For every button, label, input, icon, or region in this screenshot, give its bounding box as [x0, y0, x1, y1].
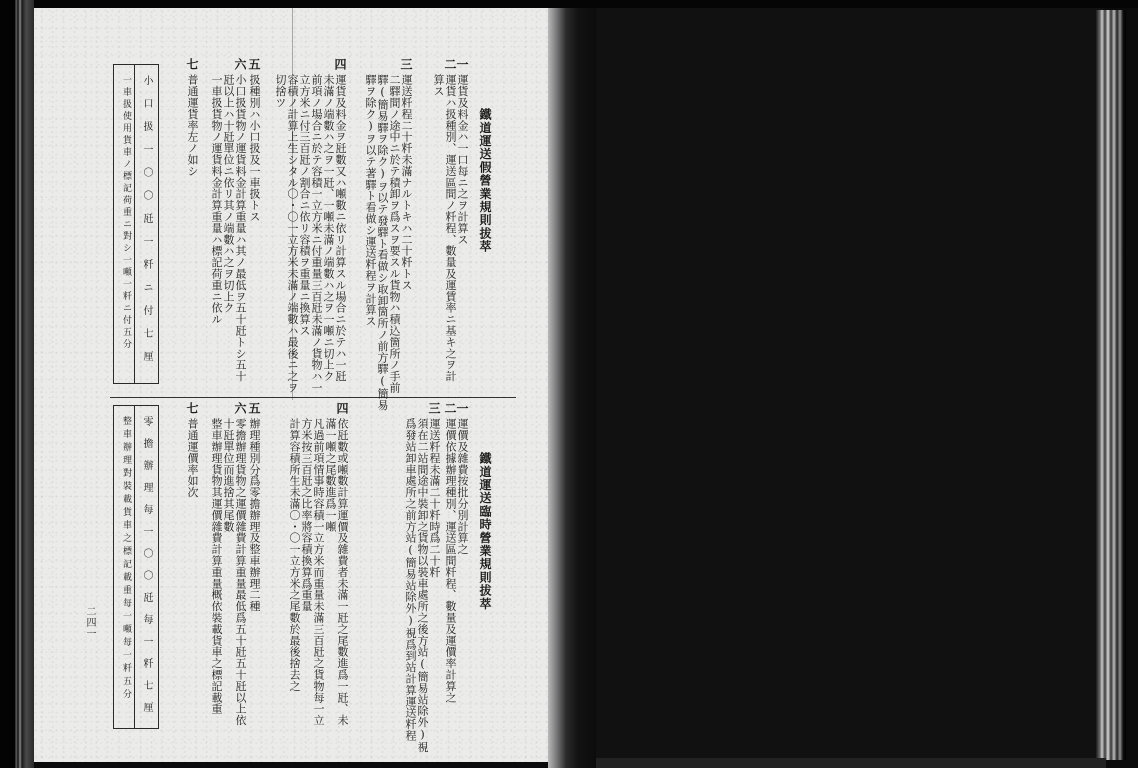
- upper-article-line: 瓩以上ハ十瓩單位ニ依リ其ノ端數ハ之ヲ切上ク: [222, 74, 235, 314]
- lower-article-line: 普通運價率如次: [186, 418, 199, 498]
- upper-article-number: 四: [333, 58, 347, 71]
- upper-article-line: 未滿ノ端數ハ之ヲ一瓩、一噸未滿ノ端數ハ之ヲ一噸ニ切上ク: [322, 74, 335, 382]
- lower-article-line: 須在二站間途中裝卸之貨物以裝車處所之後方站(簡易站除外)視: [416, 418, 429, 753]
- upper-article-number: 一: [455, 58, 469, 71]
- upper-article-line: 扱種別ハ小口扱及一車扱トス: [248, 74, 261, 223]
- upper-article-line: 運送粁程二十粁未滿ナルトキハ二十粁トス: [400, 74, 413, 291]
- book-gutter: [548, 8, 596, 768]
- upper-title: 鐵道運送假營業規則拔萃: [478, 108, 492, 254]
- upper-article-number: 七: [185, 58, 199, 71]
- upper-article-line: 驛(簡易驛ヲ除ク)ヲ以テ發驛ト看做シ取卸箇所ノ前方驛(簡易: [376, 74, 389, 411]
- lower-rate-row-full-car: 整車辦理對裝載貨車之標記載重每一噸每一粁五分: [121, 416, 131, 702]
- lower-article-line: 計算容積所生未滿〇・〇一立方米之尾數於最後捨去之: [288, 418, 301, 692]
- upper-rate-row-small-lot: 小口扱一〇〇瓩一粁ニ付七厘: [141, 75, 152, 374]
- right-page-dark: [596, 8, 1104, 760]
- upper-rate-table: [113, 64, 159, 384]
- upper-article-line: 切捨ツ: [274, 74, 287, 109]
- upper-article-number: 五: [247, 58, 261, 71]
- lower-title: 鐵道運送臨時營業規則拔萃: [478, 452, 492, 611]
- upper-article-number: 六: [233, 58, 247, 71]
- lower-article-line: 運價及雜費按批分別計算之: [456, 418, 469, 555]
- page-number: 二四一: [84, 606, 95, 639]
- lower-rate-table: [113, 405, 159, 729]
- lower-article-line: 辦理種別分爲零擔辦理及整車辦理二種: [248, 418, 261, 612]
- upper-article-line: 容積ノ計算上生シタル〇・〇一立方米未滿ノ端數ハ最後ニ之ヲ: [286, 74, 299, 394]
- upper-article-line: 小口扱貨物ノ運貨料金計算重量ハ其ノ最低ヲ五十瓩トシ五十: [234, 74, 247, 382]
- lower-article-number: 六: [233, 402, 247, 415]
- upper-article-line: 普通運貨率左ノ如シ: [186, 74, 199, 177]
- upper-article-line: 立方米ニ付三百瓩ノ割合ニ依リ容積ヲ重量ニ換算ス: [298, 74, 311, 337]
- upper-article-line: 運貨及料金ハ一口每ニ之ヲ計算ス: [456, 74, 469, 245]
- lower-article-line: 運價依據辦理種別、運送區間粁程、數量及運價率計算之: [444, 418, 457, 703]
- lower-article-number: 三: [427, 402, 441, 415]
- book-bottom-edge: [596, 758, 1106, 768]
- lower-article-line: 十瓩單位而進捨其尾數: [222, 418, 235, 532]
- lower-article-line: 凡過前項情事時容積一立方米而重量未滿三百瓩之貨物每一立: [312, 418, 325, 726]
- lower-article-number: 四: [335, 402, 349, 415]
- lower-article-line: 整車辦理貨物其運價雜費計算重量概依裝載貨車之標記載重: [210, 418, 223, 715]
- upper-article-line: 一車扱貨物ノ運貨料金計算重量ハ標記荷重ニ依ル: [210, 74, 223, 325]
- lower-article-number: 一: [455, 402, 469, 415]
- upper-article-line: 運貨ハ扱種別、運送區間ノ粁程、數量及運賃率ニ基キ之ヲ計: [444, 74, 457, 382]
- lower-rate-row-less-than-car: 零擔辦理每一〇〇瓩每一粁七厘: [141, 416, 152, 724]
- book-left-edge: [0, 0, 34, 768]
- lower-article-line: 滿一噸之尾數進爲一噸: [324, 418, 337, 532]
- lower-article-number: 七: [185, 402, 199, 415]
- upper-article-line: 算ス: [432, 74, 445, 97]
- upper-article-number: 三: [399, 58, 413, 71]
- lower-article-number: 五: [247, 402, 261, 415]
- upper-article-line: 二驛間ノ途中ニ於テ積卸ヲ爲スヲ要スル貨物ハ積込箇所ノ手前: [388, 74, 401, 394]
- lower-article-number: 二: [443, 402, 457, 415]
- lower-article-line: 零擔辦理貨物之運價雜費計算重量最低爲五十瓩五十瓩以上依: [234, 418, 247, 726]
- upper-article-line: 運貨及料金ヲ瓩數又ハ噸數ニ依リ計算スル場合ニ於テハ一瓩: [334, 74, 347, 382]
- upper-article-line: 驛ヲ除ク)ヲ以テ著驛ト看做シ運送粁程ヲ計算ス: [364, 74, 377, 327]
- lower-article-line: 爲發站卸車處所之前方站(簡易站除外)視爲到站計算運送粁程: [404, 418, 417, 742]
- upper-rate-row-full-car: 一車扱使用貨車ノ標記荷重ニ對シ一噸一粁ニ付五分: [121, 75, 131, 351]
- scanner-top-border: [0, 0, 1138, 8]
- upper-article-line: 前項ノ場合ニ於テ容積一立方米ニ付重量三百瓩未滿ノ貨物ハ一: [310, 74, 323, 394]
- lower-article-line: 方米按三百瓩之比率將容積換算爲重量: [300, 418, 313, 612]
- book-right-edges: [1096, 10, 1126, 760]
- lower-article-line: 運送粁程未滿二十粁時爲二十粁: [428, 418, 441, 578]
- lower-article-line: 依瓩數或噸數計算運價及雜費者未滿一瓩之尾數進爲一瓩、未: [336, 418, 349, 726]
- section-divider: [110, 397, 516, 398]
- upper-article-number: 二: [443, 58, 457, 71]
